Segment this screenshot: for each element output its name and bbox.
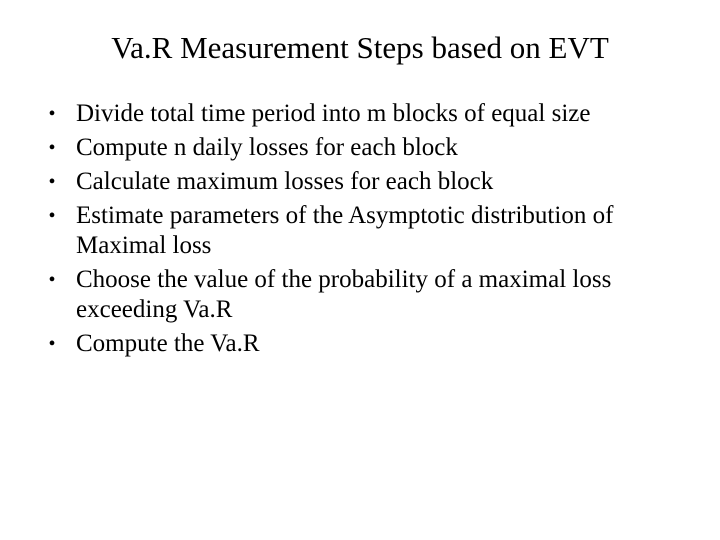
bullet-icon: • [48, 333, 56, 355]
bullet-icon: • [48, 205, 56, 227]
bullet-item [48, 329, 660, 359]
bullet-item [48, 265, 660, 325]
bullet-text: Compute n daily losses for each block [76, 134, 458, 161]
bullet-item [48, 133, 660, 163]
bullet-item [48, 167, 660, 197]
bullet-text: Estimate parameters of the Asymptotic distribution of Maximal loss [76, 202, 614, 259]
bullet-text: Compute the Va.R [76, 330, 260, 357]
bullet-item [48, 99, 660, 129]
bullet-icon: • [48, 137, 56, 159]
bullet-text: Calculate maximum losses for each block [76, 168, 494, 195]
bullet-icon: • [48, 269, 56, 291]
bullet-list [0, 99, 720, 363]
bullet-text: Choose the value of the probability of a maximal loss exceeding Va.R [76, 266, 612, 323]
bullet-icon: • [48, 171, 56, 193]
slide-title: Va.R Measurement Steps based on EVT [111, 30, 609, 65]
bullet-item [48, 201, 660, 261]
bullet-icon: • [48, 103, 56, 125]
bullet-text: Divide total time period into m blocks of equal size [76, 100, 591, 127]
